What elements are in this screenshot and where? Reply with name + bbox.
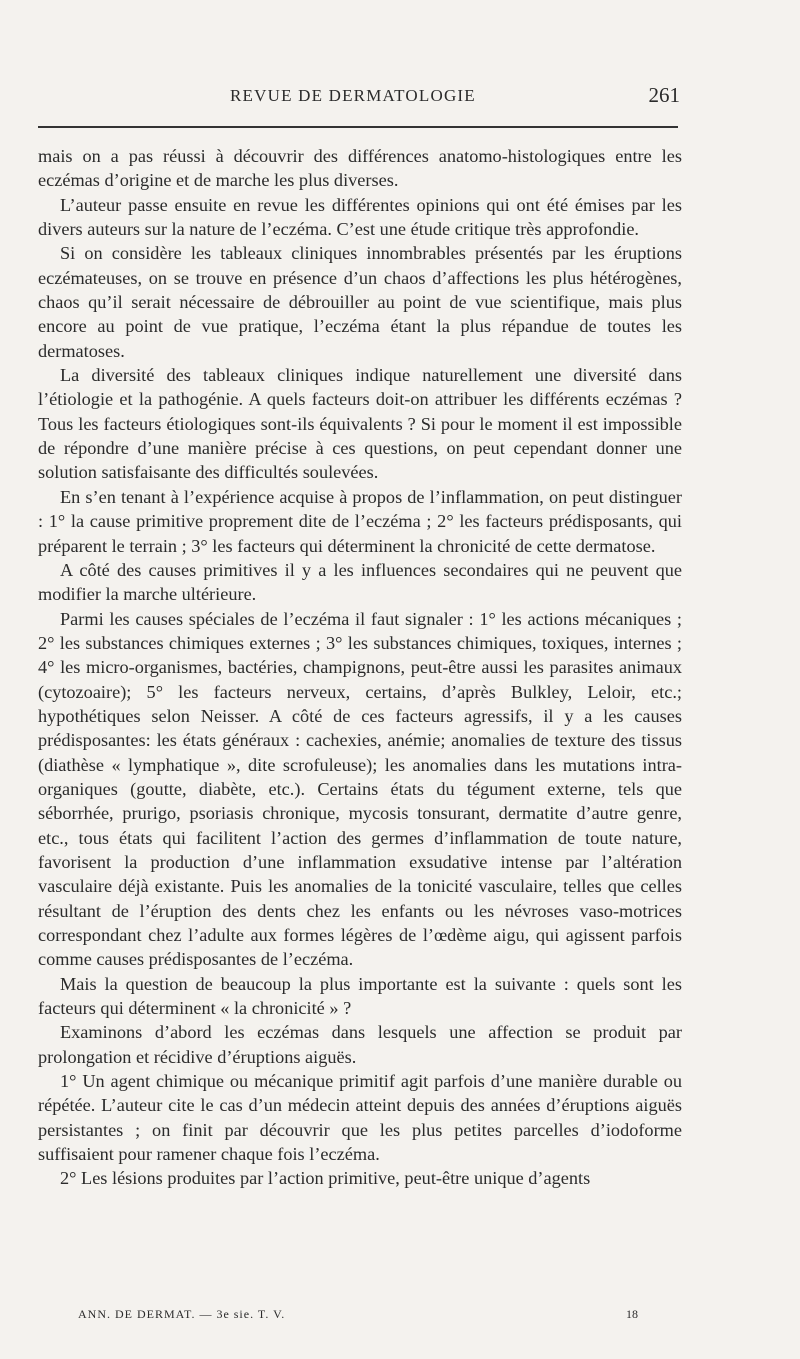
paragraph: Examinons d’abord les eczémas dans lesquels une affection se produit par prolongation et récidive d’éruptions aiguës. bbox=[38, 1022, 682, 1067]
paragraph: 2° Les lésions produites par l’action primitive, peut-être unique d’agents bbox=[60, 1168, 591, 1189]
paragraph: 1° Un agent chimique ou mécanique primitif agit parfois d’une manière durable ou répétée. L’auteur cite le cas d’un médecin atteint depuis des années d’éruptions aiguës persistantes ; on finit par découvrir que les plus petites parcelles d’iodoforme suffisaient pour ramener chaque fois l’eczéma. bbox=[38, 1071, 682, 1165]
page-number: 261 bbox=[648, 83, 680, 107]
running-title: REVUE DE DERMATOLOGIE bbox=[230, 86, 476, 105]
paragraph: L’auteur passe ensuite en revue les différentes opinions qui ont été émises par les divers auteurs sur la nature de l’eczéma. C’est une étude critique très approfondie. bbox=[38, 194, 682, 240]
paragraph: mais on a pas réussi à découvrir des différences anatomo-histologiques entre les eczémas d’origine et de marche les plus diverses. bbox=[38, 146, 682, 191]
paragraph: Mais la question de beaucoup la plus importante est la suivante : quels sont les facteurs qui déterminent « la chronicité » ? bbox=[38, 973, 682, 1019]
body-text bbox=[38, 144, 682, 1191]
paragraph: En s’en tenant à l’expérience acquise à propos de l’inflammation, on peut distinguer : 1° la cause primitive proprement dite de l’eczéma ; 2° les facteurs prédisposants, qui préparent le terrain ; 3° les facteurs qui déterminent la chronicité de cette dermatose. bbox=[38, 486, 682, 556]
header-rule bbox=[38, 126, 678, 128]
paragraph: La diversité des tableaux cliniques indique naturellement une diversité dans l’étiologie et la pathogénie. A quels facteurs doit-on attribuer les différents eczémas ? Tous les facteurs étiologiques sont-ils équivalents ? Si pour le moment il est impossible de répondre d’une manière précise à ces questions, on peut cependant donner une solution satisfaisante des difficultés soulevées. bbox=[38, 365, 682, 483]
journal-signature: ANN. DE DERMAT. — 3e sie. T. V. bbox=[78, 1307, 286, 1321]
paragraph: Parmi les causes spéciales de l’eczéma il faut signaler : 1° les actions mécaniques ; 2° les substances chimiques externes ; 3° les substances chimiques, toxiques, internes ; 4° les micro-organismes, bactéries, champignons, peut-être aussi les parasites animaux (cytozoaire); 5° les facteurs nerveux, certains, d’après Bulkley, Leloir, etc.; hypothétiques selon Neisser. A côté de ces facteurs agressifs, il y a les causes prédisposantes: les états généraux : cachexies, anémie; anomalies de texture des tissus (diathèse « lymphatique », dite scrofuleuse); les anomalies dans les mutations intra-organiques (goutte, diabète, etc.). Certains états du tégument externe, tels que séborrhée, prurigo, psoriasis chronique, mycosis tonsurant, dermatite d’autre genre, etc., tous états qui facilitent l’action des germes d’inflammation de toute nature, favorisent la production d’une inflammation exsudative intense par l’altération vasculaire déjà existante. Puis les anomalies de la tonicité vasculaire, telles que celles résultant de l’éruption des dents chez les enfants ou les névroses vaso-motrices correspondant chez l’adulte aux formes légères de l’œdème aigu, qui agissent parfois comme causes prédisposantes de l’eczéma. bbox=[38, 608, 682, 970]
page-header bbox=[40, 83, 680, 116]
paragraph: A côté des causes primitives il y a les influences secondaires qui ne peuvent que modifier la marche ultérieure. bbox=[38, 559, 682, 605]
page-footer bbox=[78, 1307, 638, 1327]
paragraph: Si on considère les tableaux cliniques innombrables présentés par les éruptions eczémateuses, on se trouve en présence d’un chaos d’affections les plus hétérogènes, chaos qu’il serait nécessaire de débrouiller au point de vue scientifique, mais plus encore au point de vue pratique, l’eczéma étant la plus répandue de toutes les dermatoses. bbox=[38, 243, 682, 361]
signature-number: 18 bbox=[626, 1307, 638, 1321]
